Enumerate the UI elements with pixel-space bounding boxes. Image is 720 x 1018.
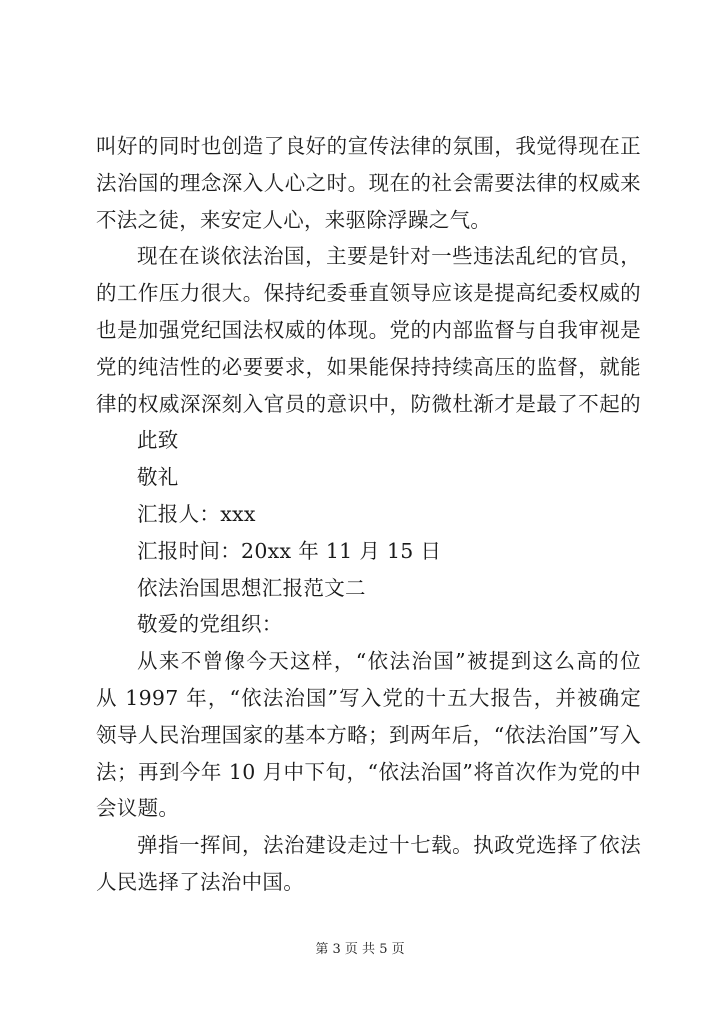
text-line: 的工作压力很大。保持纪委垂直领导应该是提高纪委权威的 <box>96 281 641 306</box>
text-line: 党的纯洁性的必要要求，如果能保持持续高压的监督，就能 <box>96 354 641 379</box>
document-body <box>96 128 641 901</box>
reporter-line: 汇报人：xxx <box>137 501 256 526</box>
text-line: 叫好的同时也创造了良好的宣传法律的氛围，我觉得现在正 <box>96 134 641 158</box>
text-line: 领导人民治理国家的基本方略；到两年后，“依法治国”写入 <box>96 722 641 747</box>
text-line: 法治国的理念深入人心之时。现在的社会需要法律的权威来 <box>96 170 641 195</box>
closing-salutation: 此致 <box>137 428 179 453</box>
text-line: 法；再到今年 10 月中下旬，“依法治国”将首次作为党的中 <box>96 759 641 784</box>
text-line: 从来不曾像今天这样，“依法治国”被提到这么高的位 <box>137 649 641 674</box>
text-line: 律的权威深深刻入官员的意识中，防微杜渐才是最了不起的 <box>96 391 641 416</box>
section-title: 依法治国思想汇报范文二 <box>137 575 366 600</box>
report-date-line: 汇报时间：20xx 年 11 月 15 日 <box>137 538 442 563</box>
closing-regards: 敬礼 <box>137 465 179 490</box>
text-line: 从 1997 年，“依法治国”写入党的十五大报告，并被确定 <box>96 685 641 710</box>
text-line: 会议题。 <box>96 796 180 821</box>
text-line: 现在在谈依法治国，主要是针对一些违法乱纪的官员， <box>137 244 641 269</box>
text-line: 人民选择了法治中国。 <box>96 869 304 894</box>
text-line: 不法之徒，来安定人心，来驱除浮躁之气。 <box>96 207 492 232</box>
text-line: 弹指一挥间，法治建设走过十七载。执政党选择了依法 <box>137 833 641 858</box>
greeting-line: 敬爱的党组织： <box>137 612 283 637</box>
text-line: 也是加强党纪国法权威的体现。党的内部监督与自我审视是 <box>96 317 641 342</box>
page-number-footer: 第 3 页 共 5 页 <box>315 942 405 957</box>
